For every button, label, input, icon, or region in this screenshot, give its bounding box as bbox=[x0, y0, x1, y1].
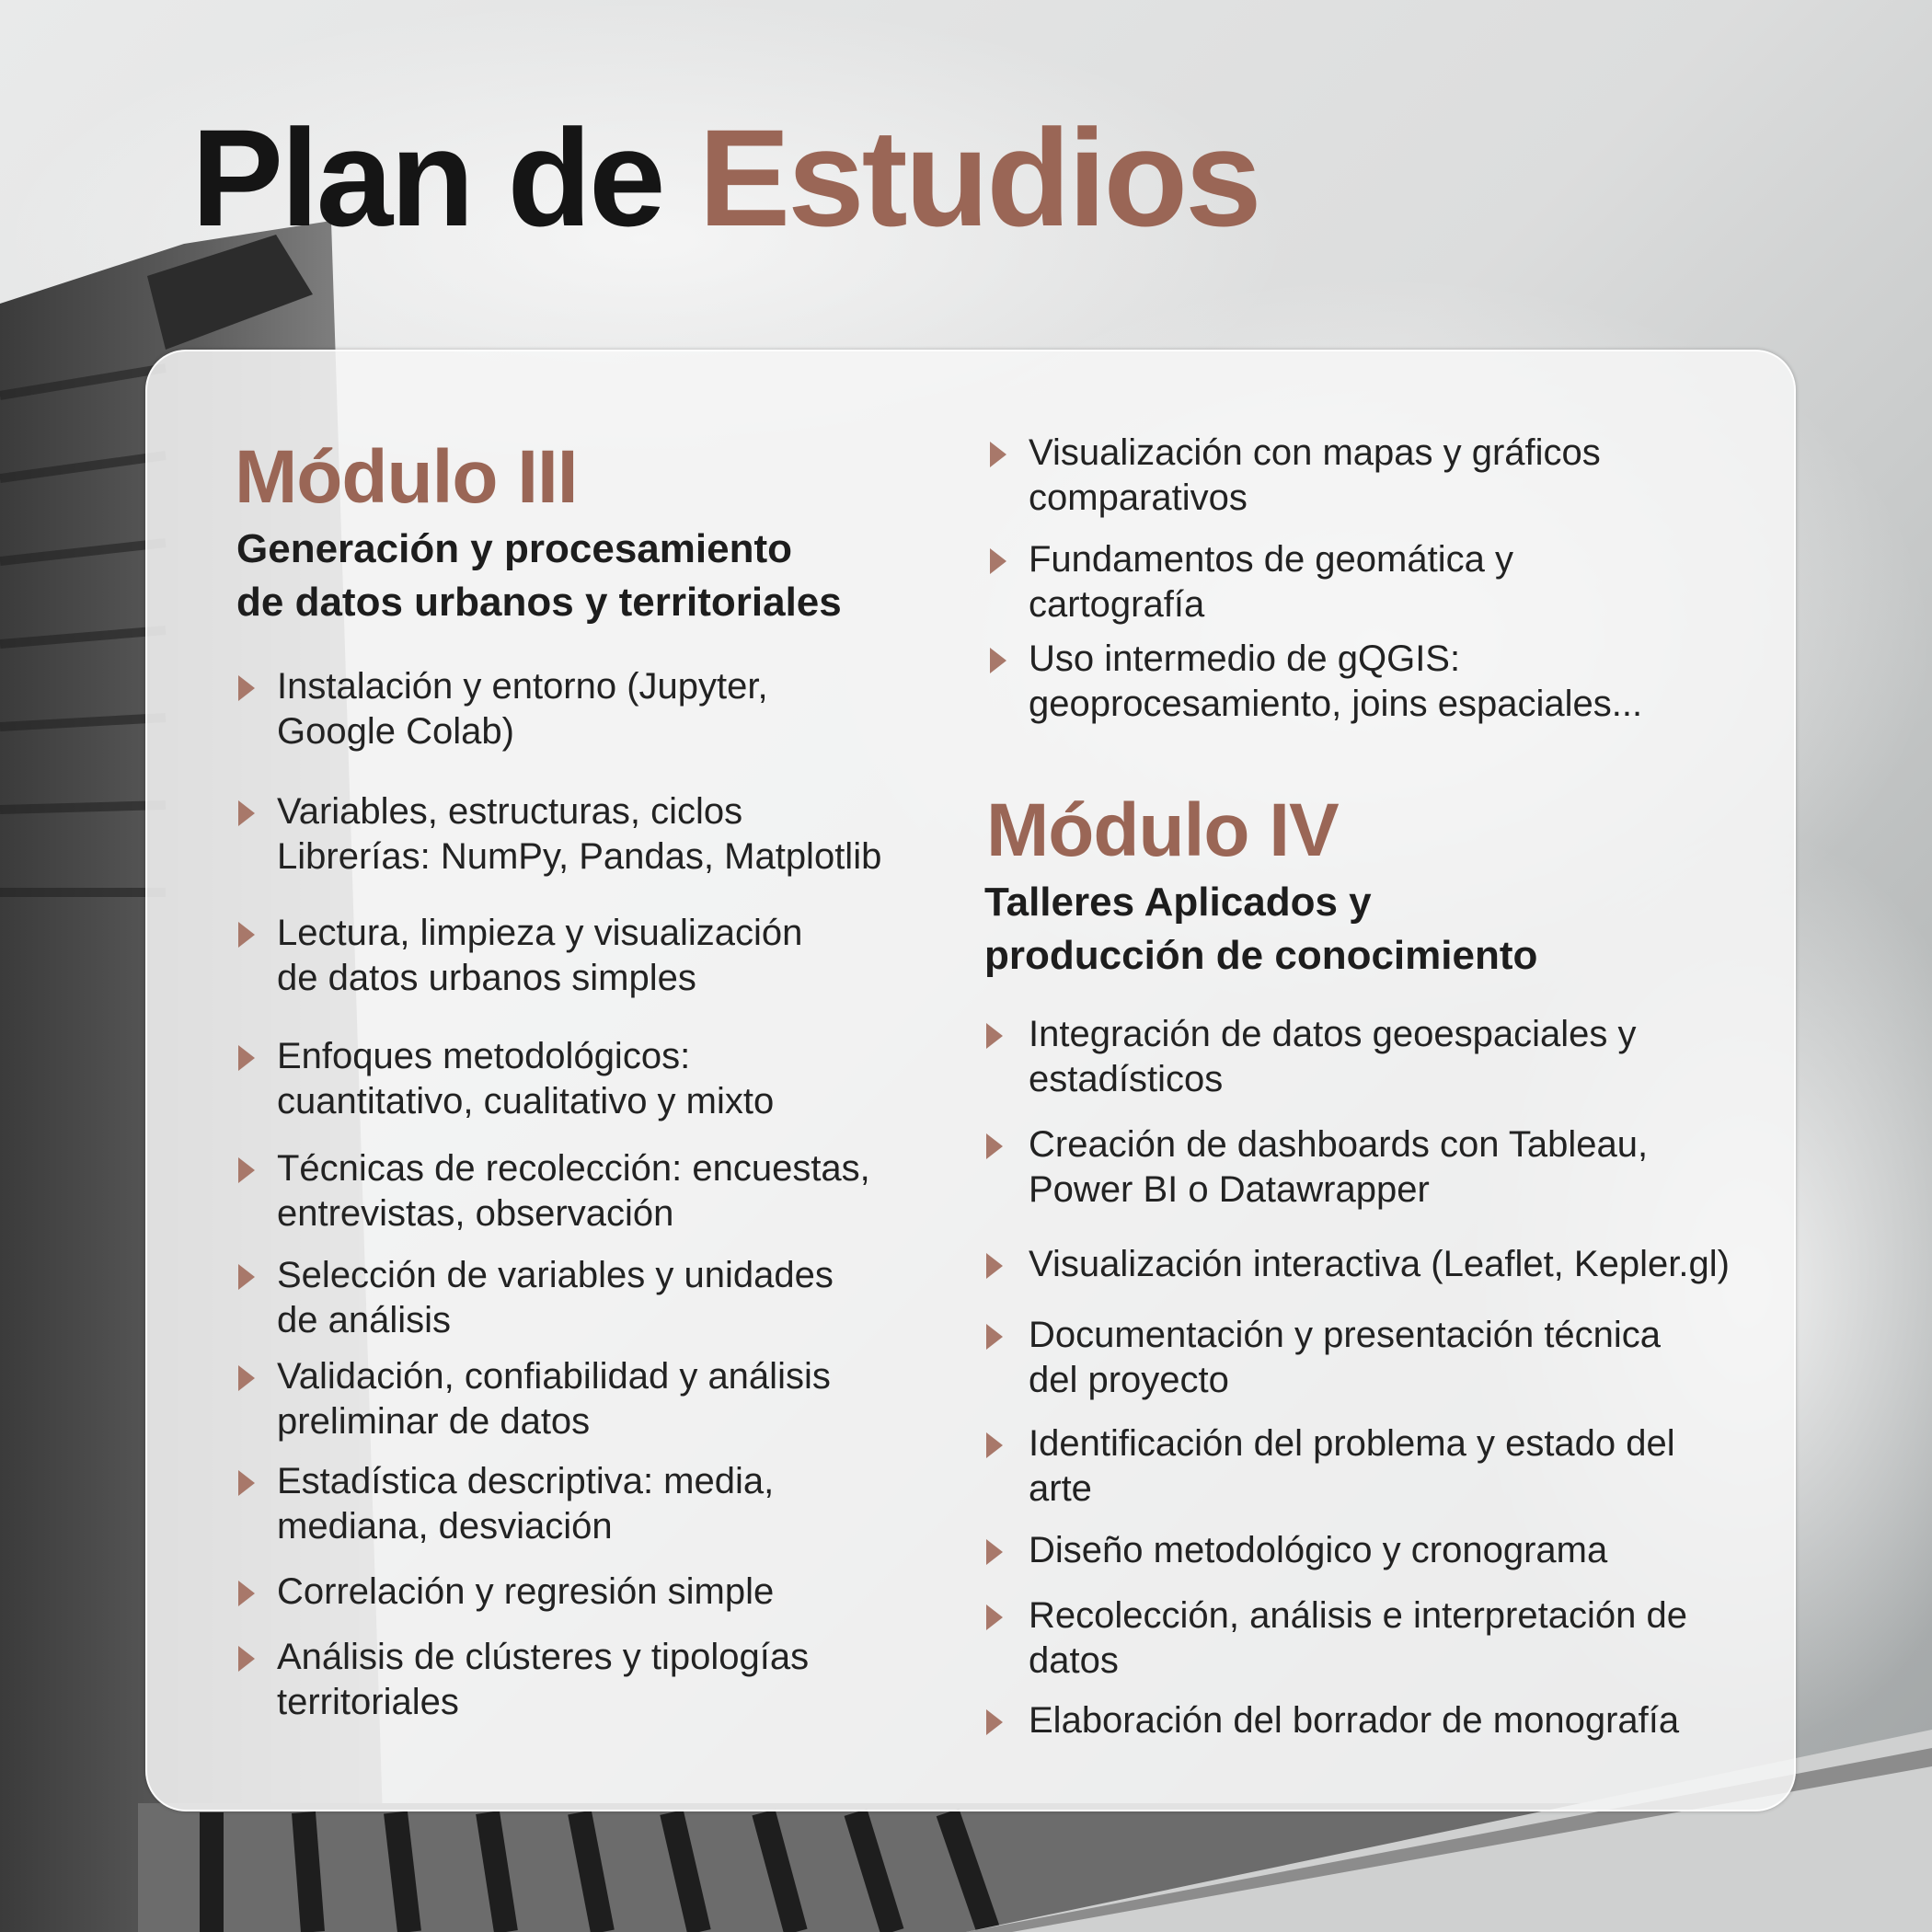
triangle-bullet-icon bbox=[238, 1646, 255, 1672]
list-item bbox=[235, 789, 952, 880]
title-word-estudios: Estudios bbox=[698, 100, 1259, 255]
list-item-line: entrevistas, observación bbox=[277, 1193, 674, 1234]
list-item-line: Análisis de clústeres y tipologías bbox=[277, 1637, 810, 1677]
list-item bbox=[235, 1034, 952, 1124]
module-4-subtitle-line-2: producción de conocimiento bbox=[984, 933, 1538, 978]
triangle-bullet-icon bbox=[986, 1432, 1003, 1458]
list-item-line: Recolección, análisis e interpretación de bbox=[1029, 1595, 1687, 1636]
list-item bbox=[986, 1421, 1787, 1512]
module-4-heading: Módulo IV bbox=[986, 788, 1339, 872]
list-item-line: Uso intermedio de gQGIS: bbox=[1029, 638, 1461, 679]
module-3-list-continued bbox=[986, 431, 1787, 727]
list-item-line: Creación de dashboards con Tableau, bbox=[1029, 1124, 1649, 1165]
list-item bbox=[986, 1122, 1787, 1213]
module-3-column bbox=[235, 435, 952, 1725]
list-item bbox=[235, 1459, 952, 1549]
module-4-subtitle bbox=[984, 876, 1787, 983]
list-item-line: preliminar de datos bbox=[277, 1401, 591, 1442]
triangle-bullet-icon bbox=[986, 1253, 1003, 1279]
list-item-line: Visualización con mapas y gráficos bbox=[1029, 432, 1601, 473]
list-item-line: Elaboración del borrador de monografía bbox=[1029, 1700, 1680, 1741]
module-3-subtitle bbox=[236, 523, 952, 629]
module-3-list bbox=[235, 664, 952, 1725]
triangle-bullet-icon bbox=[986, 1133, 1003, 1159]
triangle-bullet-icon bbox=[986, 1709, 1003, 1735]
list-item bbox=[986, 1698, 1787, 1743]
triangle-bullet-icon bbox=[990, 548, 1006, 574]
list-item-line: cuantitativo, cualitativo y mixto bbox=[277, 1081, 775, 1121]
list-item bbox=[235, 1570, 952, 1615]
list-item-line: Integración de datos geoespaciales y bbox=[1029, 1014, 1637, 1054]
list-item-line: Diseño metodológico y cronograma bbox=[1029, 1530, 1608, 1570]
triangle-bullet-icon bbox=[238, 922, 255, 948]
list-item-line: cartografía bbox=[1029, 584, 1205, 625]
page-title bbox=[191, 100, 1259, 255]
triangle-bullet-icon bbox=[238, 800, 255, 826]
list-item-line: Enfoques metodológicos: bbox=[277, 1036, 691, 1076]
list-item-line: Validación, confiabilidad y análisis bbox=[277, 1356, 831, 1397]
list-item-line: Correlación y regresión simple bbox=[277, 1571, 775, 1612]
list-item bbox=[986, 1012, 1787, 1102]
list-item-line: Variables, estructuras, ciclos bbox=[277, 791, 743, 832]
list-item-line: Librerías: NumPy, Pandas, Matplotlib bbox=[277, 836, 882, 877]
list-item-line: estadísticos bbox=[1029, 1059, 1224, 1099]
list-item bbox=[986, 1593, 1787, 1684]
module-4-section bbox=[984, 788, 1787, 1743]
triangle-bullet-icon bbox=[238, 1365, 255, 1391]
list-item bbox=[235, 1354, 952, 1444]
triangle-bullet-icon bbox=[238, 1470, 255, 1496]
triangle-bullet-icon bbox=[990, 648, 1006, 673]
list-item-line: del proyecto bbox=[1029, 1360, 1229, 1400]
list-item-line: Google Colab) bbox=[277, 711, 514, 752]
module-4-subtitle-line-1: Talleres Aplicados y bbox=[984, 880, 1372, 925]
list-item bbox=[235, 1635, 952, 1725]
list-item bbox=[986, 1528, 1787, 1573]
list-item-line: de análisis bbox=[277, 1300, 452, 1340]
list-item-line: geoprocesamiento, joins espaciales... bbox=[1029, 684, 1643, 724]
list-item-line: de datos urbanos simples bbox=[277, 958, 696, 998]
module-3-heading: Módulo III bbox=[235, 435, 578, 519]
triangle-bullet-icon bbox=[238, 1157, 255, 1183]
list-item bbox=[235, 1146, 952, 1236]
triangle-bullet-icon bbox=[238, 1264, 255, 1290]
triangle-bullet-icon bbox=[238, 675, 255, 701]
triangle-bullet-icon bbox=[990, 442, 1006, 467]
list-item-line: Selección de variables y unidades bbox=[277, 1255, 834, 1295]
list-item bbox=[235, 664, 952, 754]
triangle-bullet-icon bbox=[238, 1045, 255, 1071]
list-item bbox=[986, 1313, 1787, 1403]
list-item-line: mediana, desviación bbox=[277, 1506, 613, 1547]
triangle-bullet-icon bbox=[986, 1539, 1003, 1565]
list-item bbox=[235, 1253, 952, 1343]
triangle-bullet-icon bbox=[238, 1581, 255, 1606]
list-item-line: Power BI o Datawrapper bbox=[1029, 1169, 1430, 1210]
list-item-line: comparativos bbox=[1029, 477, 1248, 518]
list-item-line: Identificación del problema y estado del bbox=[1029, 1423, 1675, 1464]
list-item bbox=[986, 1242, 1787, 1287]
list-item bbox=[235, 911, 952, 1001]
triangle-bullet-icon bbox=[986, 1324, 1003, 1350]
list-item-line: Lectura, limpieza y visualización bbox=[277, 913, 803, 953]
list-item-line: Técnicas de recolección: encuestas, bbox=[277, 1148, 870, 1189]
list-item-line: Estadística descriptiva: media, bbox=[277, 1461, 775, 1501]
list-item-line: Visualización interactiva (Leaflet, Kepler.gl) bbox=[1029, 1244, 1730, 1284]
list-item bbox=[986, 537, 1787, 627]
list-item-line: arte bbox=[1029, 1468, 1092, 1509]
triangle-bullet-icon bbox=[986, 1023, 1003, 1049]
list-item-line: Documentación y presentación técnica bbox=[1029, 1315, 1662, 1355]
module-3-subtitle-line-2: de datos urbanos y territoriales bbox=[236, 580, 842, 625]
list-item-line: datos bbox=[1029, 1640, 1119, 1681]
list-item-line: Fundamentos de geomática y bbox=[1029, 539, 1513, 580]
title-word-plan-de: Plan de bbox=[191, 100, 663, 255]
module-4-list bbox=[986, 1012, 1787, 1743]
list-item bbox=[986, 431, 1787, 521]
right-column bbox=[986, 431, 1787, 1743]
module-3-subtitle-line-1: Generación y procesamiento bbox=[236, 526, 792, 571]
list-item bbox=[986, 637, 1787, 727]
list-item-line: territoriales bbox=[277, 1682, 459, 1722]
list-item-line: Instalación y entorno (Jupyter, bbox=[277, 666, 768, 707]
triangle-bullet-icon bbox=[986, 1604, 1003, 1630]
